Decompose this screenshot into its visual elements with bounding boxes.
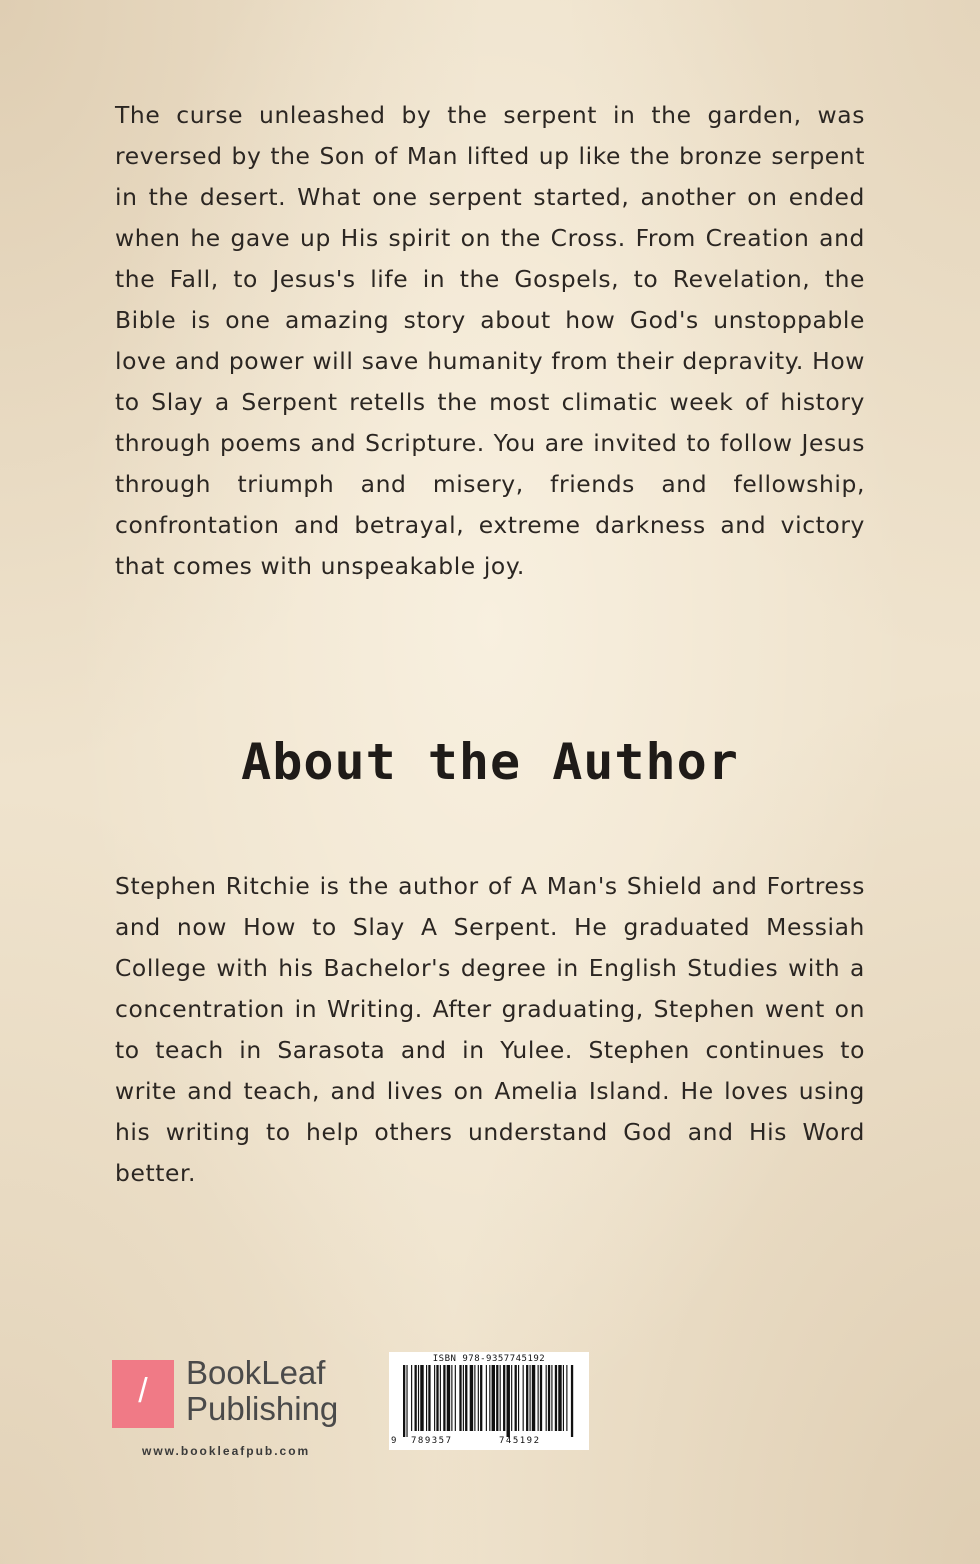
- barcode-bar: [538, 1365, 539, 1431]
- barcode-bar: [428, 1365, 430, 1431]
- author-bio: Stephen Ritchie is the author of A Man's Shield and Fortress and now How to Slay A Serpent. He graduated Messiah College with his Bachelor's degree in English Studies with a concentration in Writing. After graduating, Stephen went on to teach in Sarasota and in Yulee. Stephen continues to write and teach, and lives on Amelia Island. He loves using his writing to help others understand God and His Word better.: [115, 872, 865, 1187]
- barcode-bar: [546, 1365, 547, 1431]
- barcode-bar: [563, 1365, 564, 1431]
- barcode-bar: [558, 1365, 561, 1431]
- publisher-name-line1: BookLeaf: [186, 1354, 326, 1391]
- barcode-bar: [530, 1365, 531, 1431]
- barcode-bar: [411, 1365, 412, 1431]
- barcode-bar: [470, 1365, 473, 1431]
- barcode-bars: [401, 1365, 577, 1437]
- barcode-bar: [555, 1365, 557, 1431]
- isbn-barcode: [389, 1352, 589, 1450]
- barcode-bar: [474, 1365, 475, 1431]
- barcode-bar: [406, 1365, 407, 1437]
- barcode-bar: [486, 1365, 487, 1431]
- barcode-digits-left: 789357: [411, 1436, 453, 1446]
- barcode-bar: [447, 1365, 450, 1431]
- barcode-bar: [465, 1365, 467, 1431]
- barcode-bar: [500, 1365, 501, 1431]
- barcode-bar: [459, 1365, 461, 1431]
- barcode-bar: [548, 1365, 550, 1431]
- barcode-bar: [566, 1365, 567, 1431]
- barcode-bar: [540, 1365, 542, 1431]
- publisher-logo: [112, 1354, 362, 1460]
- barcode-bar: [440, 1365, 441, 1431]
- barcode-bar: [434, 1365, 435, 1431]
- barcode-bar: [496, 1365, 498, 1431]
- barcode-digit-lead: 9: [391, 1436, 398, 1446]
- barcode-bar: [436, 1365, 438, 1431]
- barcode-bar: [478, 1365, 479, 1431]
- barcode-bar: [511, 1365, 512, 1431]
- barcode-bar: [532, 1365, 535, 1431]
- barcode-bar: [492, 1365, 495, 1431]
- barcode-bar: [551, 1365, 552, 1431]
- barcode-bar: [455, 1365, 456, 1431]
- barcode-bar: [518, 1365, 519, 1431]
- barcode-bar: [415, 1365, 417, 1431]
- barcode-bar: [507, 1365, 510, 1437]
- barcode-bar: [503, 1365, 505, 1431]
- barcode-bar: [526, 1365, 528, 1431]
- publisher-name-line2: Publishing: [186, 1390, 339, 1427]
- barcode-bar: [403, 1365, 405, 1437]
- publisher-url: www.bookleafpub.com: [142, 1444, 311, 1458]
- barcode-bar: [420, 1365, 423, 1431]
- isbn-label: ISBN 978-9357745192: [432, 1354, 546, 1364]
- barcode-bar: [443, 1365, 445, 1431]
- barcode-bar: [489, 1365, 490, 1431]
- barcode-bar: [418, 1365, 419, 1431]
- barcode-digits-right: 745192: [499, 1436, 541, 1446]
- barcode-bar: [426, 1365, 427, 1431]
- barcode-bar: [515, 1365, 517, 1431]
- barcode-bar: [451, 1365, 452, 1431]
- barcode-bar: [463, 1365, 464, 1431]
- barcode-bar: [523, 1365, 524, 1431]
- barcode-bar: [571, 1365, 573, 1437]
- publisher-logo-slash-icon: /: [138, 1372, 148, 1410]
- barcode-bar: [480, 1365, 482, 1431]
- book-blurb: The curse unleashed by the serpent in the garden, was reversed by the Son of Man lifted up like the bronze serpent in the desert. What one serpent started, another on ended when he gave up His spirit on the Cross. From Creation and the Fall, to Jesus's life in the Gospels, to Revelation, the Bible is one amazing story about how God's unstoppable love and power will save humanity from their depravity. How to Slay a Serpent retells the most climatic week of history through poems and Scripture. You are invited to follow Jesus through triumph and misery, friends and fellowship, confrontation and betrayal, extreme darkness and victory that comes with unspeakable joy.: [115, 101, 865, 580]
- about-author-heading: About the Author: [241, 733, 739, 791]
